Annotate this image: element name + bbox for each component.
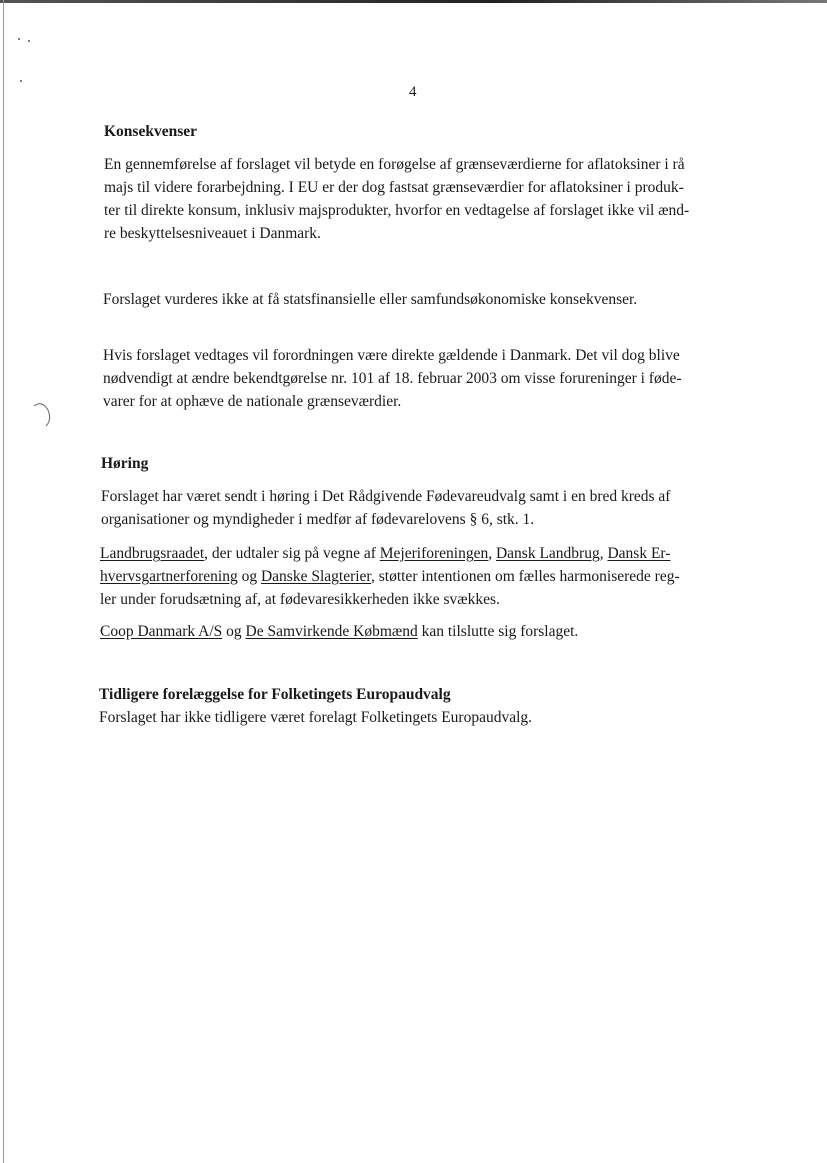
scan-speck bbox=[20, 80, 22, 82]
heading-tidligere-forelaeggelse: Tidligere forelæggelse for Folketingets Europaudvalg bbox=[99, 686, 451, 703]
text-line bbox=[100, 620, 740, 643]
text-line: En gennemførelse af forslaget vil betyde en forøgelse af grænseværdierne for aflatoksiner i rå bbox=[104, 156, 685, 173]
text-fragment: og bbox=[237, 568, 261, 585]
text-line: organisationer og myndigheder i medfør af fødevarelovens § 6, stk. 1. bbox=[101, 511, 535, 528]
text-fragment: , bbox=[599, 545, 608, 562]
text-fragment: , der udtaler sig på vegne af bbox=[204, 545, 380, 562]
section-konsekvenser bbox=[104, 121, 744, 245]
text-line bbox=[100, 542, 740, 565]
org-link-mejeriforeningen[interactable]: Mejeriforeningen bbox=[379, 545, 489, 562]
text-fragment: kan tilslutte sig forslaget. bbox=[417, 623, 579, 640]
page-number: 4 bbox=[409, 84, 417, 100]
punch-hole-mark bbox=[30, 398, 52, 428]
text-line: ter til direkte konsum, inklusiv majsprodukter, hvorfor en vedtagelse af forslaget ikke vil ænd- bbox=[104, 202, 690, 219]
text-line: varer for at ophæve de nationale grænseværdier. bbox=[103, 393, 402, 410]
text-fragment: og bbox=[222, 623, 246, 640]
horing-paragraph-1 bbox=[101, 485, 741, 531]
text-line bbox=[100, 565, 740, 588]
text-line: Hvis forslaget vedtages vil forordningen være direkte gældende i Danmark. Det vil dog blive bbox=[103, 347, 680, 364]
scan-speck bbox=[18, 38, 20, 40]
org-link-dansk-landbrug[interactable]: Dansk Landbrug bbox=[495, 545, 600, 562]
text-line: majs til videre forarbejdning. I EU er der dog fastsat grænseværdier for aflatoksiner i produk- bbox=[104, 179, 684, 196]
konsekvenser-paragraph-3 bbox=[103, 344, 743, 413]
heading-horing: Høring bbox=[101, 455, 149, 472]
text-line: Forslaget har været sendt i høring i Det Rådgivende Fødevareudvalg samt i en bred kreds af bbox=[101, 488, 671, 505]
text-line: nødvendigt at ændre bekendtgørelse nr. 101 af 18. februar 2003 om visse forureninger i føde- bbox=[103, 370, 682, 387]
text-fragment: , støtter intentionen om fælles harmoniserede reg- bbox=[370, 568, 680, 585]
text-line: Forslaget har ikke tidligere været forelagt Folketingets Europaudvalg. bbox=[99, 709, 533, 726]
konsekvenser-paragraph-1 bbox=[104, 153, 744, 245]
text-fragment: , bbox=[488, 545, 496, 562]
org-link-danske-slagterier[interactable]: Danske Slagterier bbox=[260, 568, 371, 585]
scan-left-edge bbox=[3, 0, 4, 1163]
section-tidligere-forelaeggelse bbox=[99, 684, 739, 729]
konsekvenser-paragraph-2 bbox=[103, 288, 743, 311]
heading-konsekvenser: Konsekvenser bbox=[104, 123, 197, 140]
text-line: Forslaget vurderes ikke at få statsfinansielle eller samfundsøkonomiske konsekvenser. bbox=[103, 291, 638, 308]
horing-paragraph-2 bbox=[100, 542, 740, 611]
text-line: ler under forudsætning af, at fødevaresikkerheden ikke svækkes. bbox=[100, 591, 500, 608]
org-link-dansk-erhvervsgartnerforening[interactable]: hvervsgartnerforening bbox=[100, 568, 238, 585]
scan-top-edge bbox=[0, 0, 827, 3]
text-line: re beskyttelsesniveauet i Danmark. bbox=[104, 225, 321, 242]
org-link-de-samvirkende-kobmaend[interactable]: De Samvirkende Købmænd bbox=[245, 623, 418, 640]
org-link-coop-danmark[interactable]: Coop Danmark A/S bbox=[100, 623, 223, 640]
horing-paragraph-3 bbox=[100, 620, 740, 643]
org-link-dansk-erhvervsgartnerforening[interactable]: Dansk Er- bbox=[607, 545, 671, 562]
scan-speck bbox=[28, 40, 30, 42]
org-link-landbrugsraadet[interactable]: Landbrugsraadet bbox=[100, 545, 205, 562]
section-horing bbox=[101, 453, 741, 531]
